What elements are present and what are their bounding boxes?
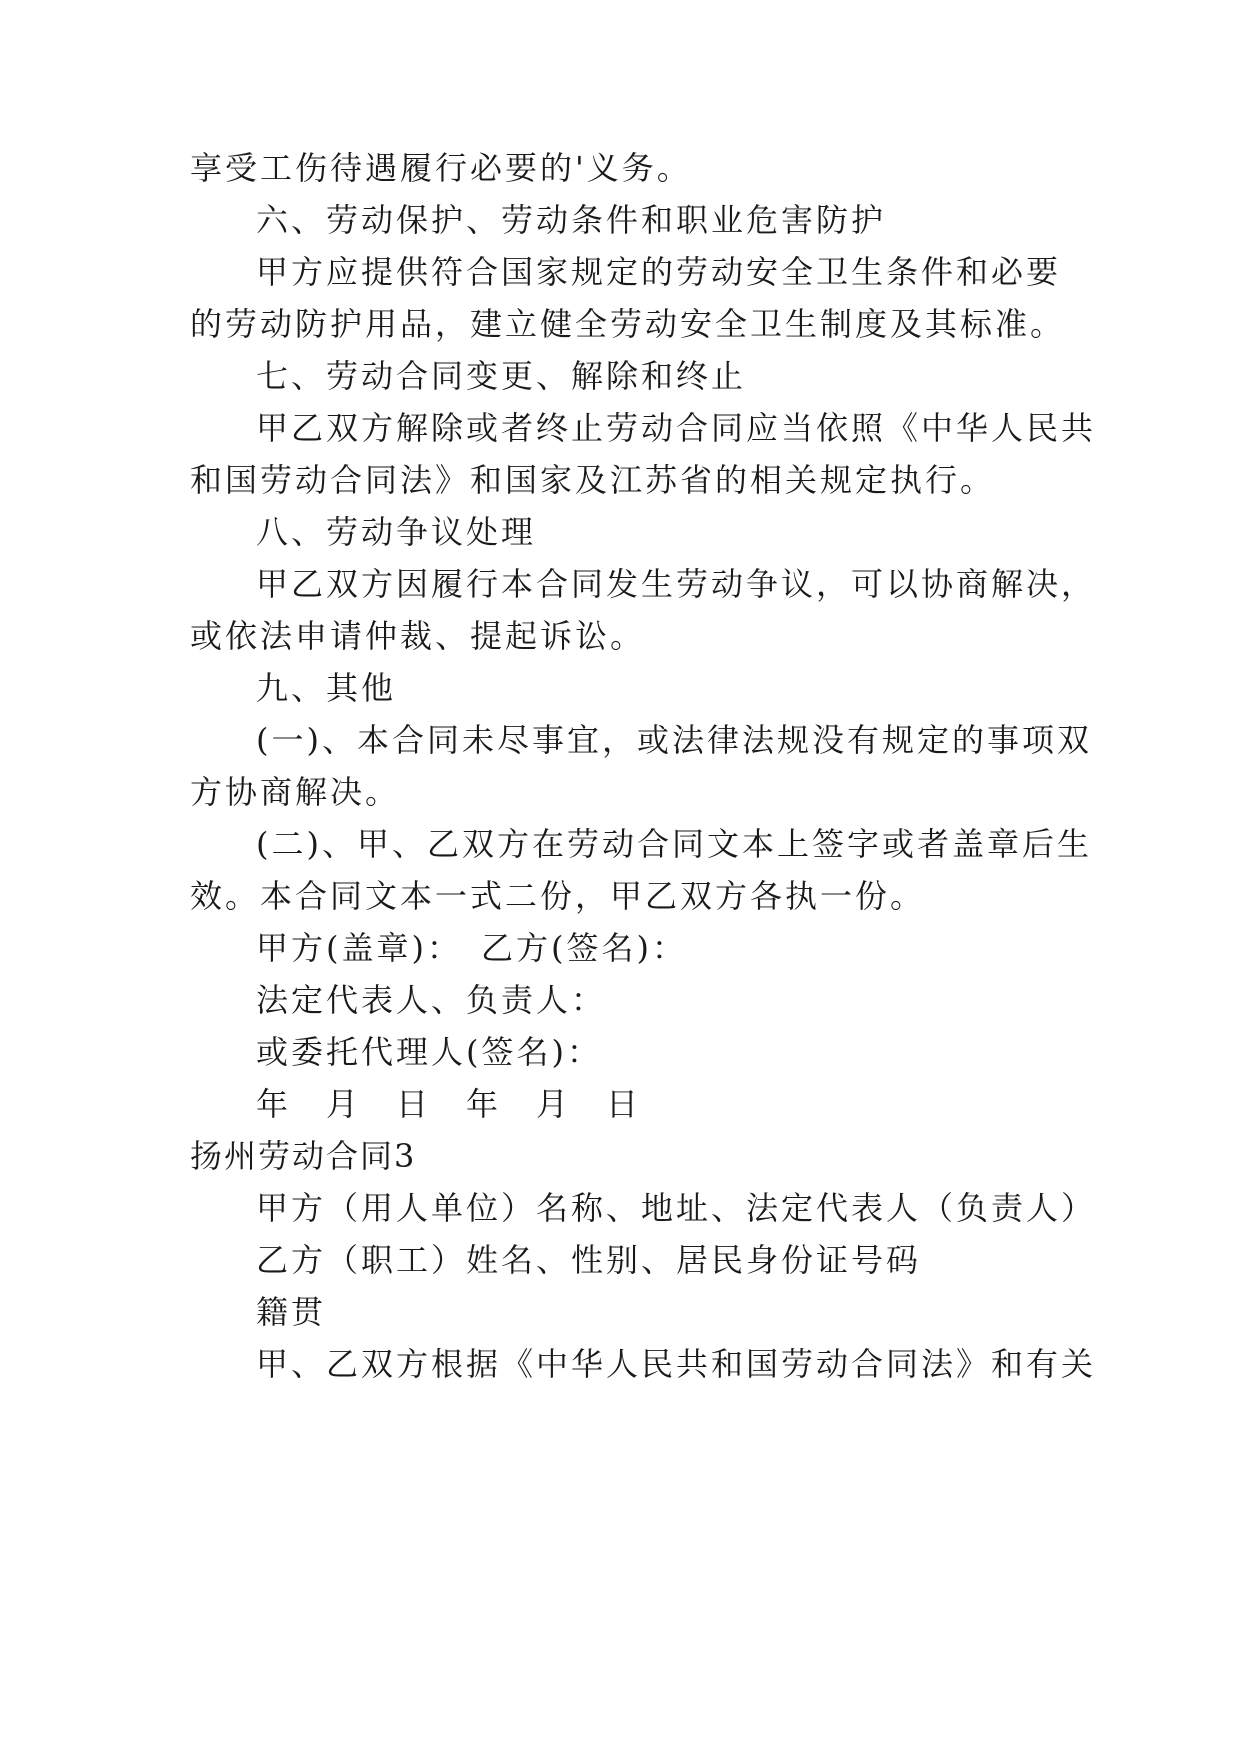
- body-text-line: 甲方（用人单位）名称、地址、法定代表人（负责人）: [256, 1189, 1097, 1227]
- signature-line: 甲方(盖章)： 乙方(签名)：: [256, 929, 687, 967]
- section-heading: 七、劳动合同变更、解除和终止: [256, 357, 747, 395]
- body-text-line: 和国劳动合同法》和国家及江苏省的相关规定执行。: [190, 461, 996, 499]
- body-text-line: (二)、甲、乙双方在劳动合同文本上签字或者盖章后生: [256, 825, 1092, 863]
- body-text-line: 或依法申请仲裁、提起诉讼。: [190, 617, 646, 655]
- section-heading: 八、劳动争议处理: [256, 513, 537, 551]
- section-heading: 九、其他: [256, 669, 397, 707]
- body-text-line: 效。本合同文本一式二份，甲乙双方各执一份。: [190, 877, 926, 915]
- body-text-line: 乙方（职工）姓名、性别、居民身份证号码: [256, 1241, 922, 1279]
- document-title: 扬州劳动合同3: [190, 1137, 417, 1175]
- section-heading: 六、劳动保护、劳动条件和职业危害防护: [256, 201, 887, 239]
- body-text-line: 享受工伤待遇履行必要的'义务。: [190, 149, 692, 187]
- body-text-line: (一)、本合同未尽事宜，或法律法规没有规定的事项双: [256, 721, 1092, 759]
- body-text-line: 甲方应提供符合国家规定的劳动安全卫生条件和必要: [256, 253, 1062, 291]
- body-text-line: 甲、乙双方根据《中华人民共和国劳动合同法》和有关: [256, 1345, 1097, 1383]
- body-text-line: 籍贯: [256, 1293, 327, 1331]
- signature-line: 法定代表人、负责人：: [256, 981, 607, 1019]
- body-text-line: 甲乙双方因履行本合同发生劳动争议，可以协商解决，: [256, 565, 1097, 603]
- body-text-line: 甲乙双方解除或者终止劳动合同应当依照《中华人民共: [256, 409, 1097, 447]
- date-line: 年 月 日 年 月 日: [256, 1085, 642, 1123]
- body-text-line: 的劳动防护用品，建立健全劳动安全卫生制度及其标准。: [190, 305, 1066, 343]
- body-text-line: 方协商解决。: [190, 773, 401, 811]
- signature-line: 或委托代理人(签名)：: [256, 1033, 602, 1071]
